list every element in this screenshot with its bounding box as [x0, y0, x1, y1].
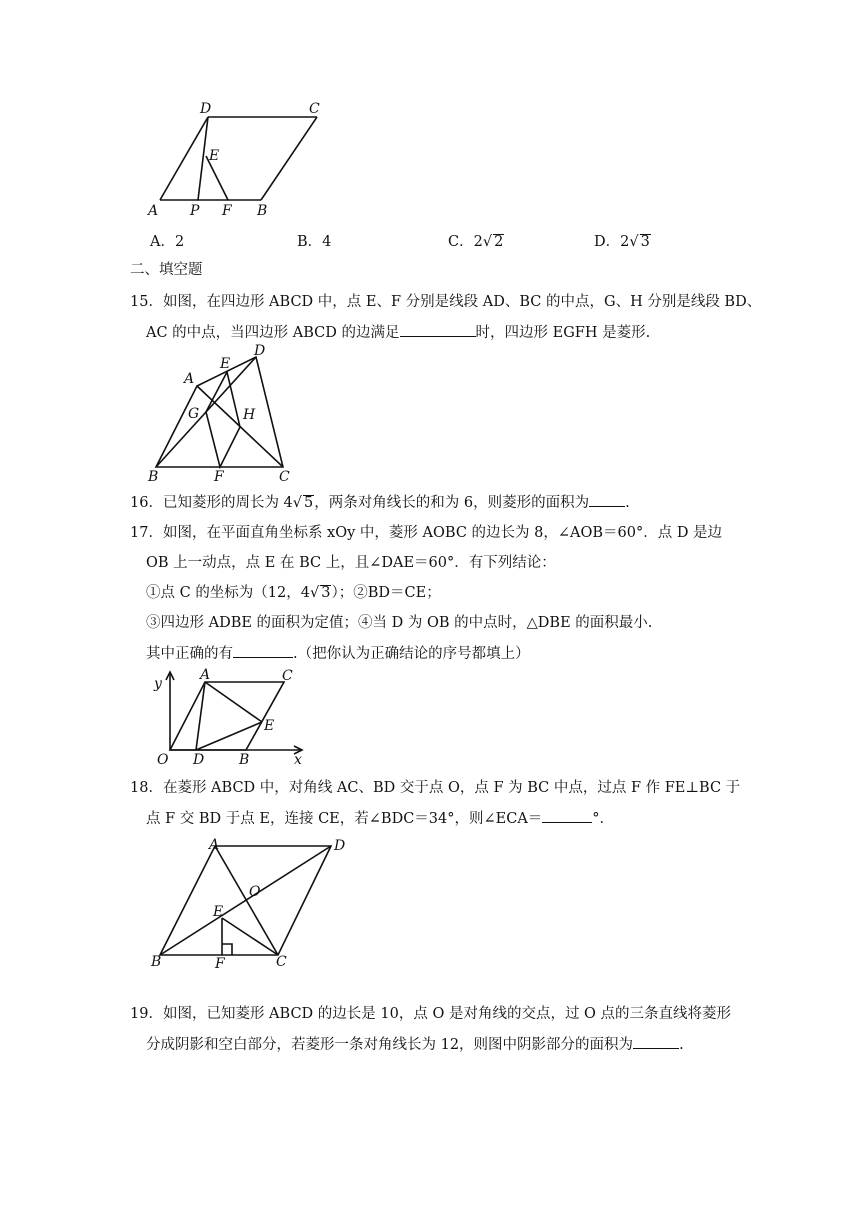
label-O: O	[249, 884, 261, 900]
segment-CB	[261, 117, 317, 200]
right-angle-mark	[222, 944, 232, 955]
q17-text-line3	[146, 583, 441, 603]
label-F: F	[215, 956, 225, 972]
q17-answer-blank	[233, 643, 293, 658]
label-C: C	[276, 954, 287, 970]
label-B: B	[239, 752, 250, 768]
label-D: D	[200, 101, 212, 117]
label-C: C	[282, 668, 293, 684]
q15-figure	[140, 343, 320, 483]
option-prefix: C．	[448, 234, 474, 250]
segment-AD	[160, 117, 208, 200]
label-O: O	[157, 752, 169, 768]
label-H: H	[243, 407, 256, 423]
q14-option-b	[297, 230, 331, 251]
label-A: A	[209, 837, 220, 853]
label-D: D	[193, 752, 205, 768]
q17-text-after-blank: .（把你认为正确结论的序号都填上）	[293, 646, 530, 662]
q19-text-after-blank: .	[679, 1037, 684, 1053]
q18-text-after-blank: °．	[592, 811, 615, 827]
label-P: P	[190, 203, 200, 219]
label-E: E	[220, 356, 231, 372]
q15-quadrilateral-diagram	[140, 343, 320, 483]
q16-text	[130, 492, 630, 513]
label-F: F	[222, 203, 232, 219]
q15-text-line1: 15．如图，在四边形 ABCD 中，点 E、F 分别是线段 AD、BC 的中点，G、H 分别是线段 BD、	[130, 294, 762, 310]
option-value: 2	[174, 234, 185, 250]
label-G: G	[188, 406, 200, 422]
label-A: A	[148, 203, 159, 219]
label-E: E	[264, 718, 275, 734]
q14-option-c	[448, 230, 504, 251]
q17-text-line3-part2: ）；②BD＝CE；	[331, 585, 441, 601]
label-C: C	[309, 101, 320, 117]
q15-text-after-blank: 时，四边形 EGFH 是菱形.	[475, 325, 651, 341]
sqrt-symbol: √	[292, 495, 303, 511]
q18-text-line1: 18．在菱形 ABCD 中，对角线 AC、BD 交于点 O，点 F 为 BC 中点，过点 F 作 FE⊥BC 于	[130, 780, 741, 796]
q14-parallelogram-diagram	[140, 96, 340, 226]
label-x: x	[294, 752, 302, 768]
q16-text-part2: ，两条对角线长的和为 6，则菱形的面积为	[314, 495, 590, 511]
option-prefix: A．	[150, 234, 175, 250]
quadrilateral-ABCD	[156, 357, 283, 467]
q17-text-before-blank: 其中正确的有	[146, 646, 233, 662]
q17-text-line4: ③四边形 ADBE 的面积为定值；④当 D 为 OB 的中点时，△DBE 的面积最小.	[146, 615, 653, 631]
q19-text-line2	[146, 1034, 684, 1055]
label-D: D	[254, 343, 266, 359]
q16-radicand: 5	[304, 495, 314, 511]
quadrilateral-EGFH	[206, 372, 240, 467]
option-radicand: 2	[494, 234, 504, 250]
q18-text-line2	[146, 808, 614, 829]
q16-text-part1: 16．已知菱形的周长为 4	[130, 495, 293, 511]
q19-text-before-blank: 分成阴影和空白部分，若菱形一条对角线长为 12，则图中阴影部分的面积为	[146, 1037, 634, 1053]
segment-AE	[205, 682, 262, 722]
q19-text-line1: 19．如图，已知菱形 ABCD 的边长是 10，点 O 是对角线的交点，过 O 点的三条直线将菱形	[130, 1006, 732, 1022]
label-E: E	[213, 904, 224, 920]
q18-rhombus-diagram	[145, 836, 365, 971]
label-C: C	[279, 469, 290, 485]
q14-figure	[140, 96, 340, 226]
label-A: A	[200, 667, 211, 683]
q16-answer-blank	[589, 492, 625, 507]
q17-radicand: 3	[321, 585, 331, 601]
label-B: B	[151, 954, 162, 970]
label-F: F	[214, 469, 224, 485]
q16-text-part3: .	[625, 495, 630, 511]
q15-text-before-blank: AC 的中点，当四边形 ABCD 的边满足	[146, 325, 400, 341]
option-value: 4	[322, 234, 332, 250]
q17-text-line2: OB 上一动点，点 E 在 BC 上，且∠DAE＝60°．有下列结论：	[146, 555, 556, 571]
sqrt-symbol: √	[482, 234, 493, 250]
label-E: E	[209, 148, 220, 164]
sqrt-symbol: √	[310, 585, 320, 601]
segment-EC	[222, 918, 278, 955]
section-title: 二、填空题	[130, 262, 203, 278]
q19-answer-blank	[633, 1034, 679, 1049]
label-B: B	[148, 469, 159, 485]
q15-answer-blank	[400, 322, 476, 337]
q17-coordinate-diagram	[150, 668, 310, 768]
option-coef: 2	[473, 234, 483, 250]
q18-text-before-blank: 点 F 交 BD 于点 E，连接 CE，若∠BDC＝34°，则∠ECA＝	[146, 811, 543, 827]
option-radicand: 3	[640, 234, 650, 250]
q17-figure	[150, 668, 310, 768]
q18-figure	[145, 836, 365, 971]
q17-text-line3-part1: ①点 C 的坐标为（12，4	[146, 585, 310, 601]
q14-option-a	[150, 230, 184, 251]
sqrt-symbol: √	[629, 234, 639, 250]
rhombus-AOBC	[170, 682, 284, 750]
label-B: B	[257, 203, 268, 219]
q15-text-line2	[146, 322, 650, 343]
segment-DE	[196, 722, 262, 750]
label-y: y	[154, 676, 162, 692]
option-prefix: B．	[297, 234, 323, 250]
option-prefix: D．	[594, 234, 621, 250]
label-A: A	[184, 371, 195, 387]
q17-text-line5	[146, 643, 530, 664]
q14-option-d	[594, 230, 651, 251]
q17-text-line1: 17．如图，在平面直角坐标系 xOy 中，菱形 AOBC 的边长为 8，∠AOB＝60°．点 D 是边	[130, 525, 723, 541]
option-coef: 2	[620, 234, 630, 250]
label-D: D	[334, 838, 346, 854]
q18-answer-blank	[542, 808, 592, 823]
